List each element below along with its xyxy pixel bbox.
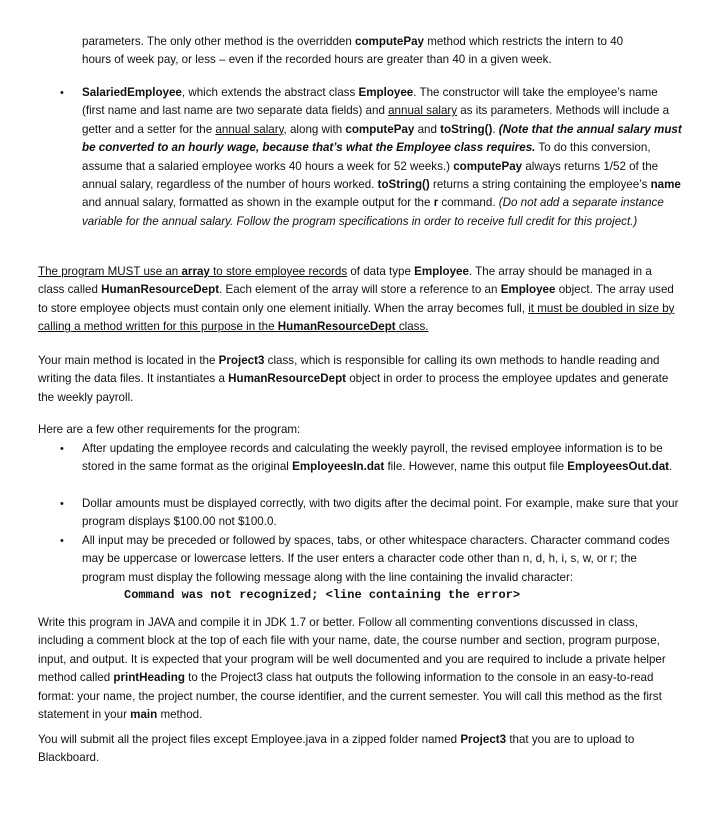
computepay-keyword: computePay [355,35,424,48]
text: class, which is responsible for calling its own methods to handle reading and writing the data files. It instantiates a [38,354,660,386]
text: of data type [347,265,415,278]
intro-text: method which restricts the intern to 40 [423,35,624,48]
method-name: printHeading [113,671,185,685]
underlined-text [38,265,347,278]
text: returns a string containing the employee’s [429,178,651,192]
array-paragraph [38,263,680,337]
text: . Each element of the array will store a reference to an [219,283,501,297]
text: it must be doubled in size by calling a method written for this purpose in the [38,301,675,334]
requirement-text [82,440,682,477]
bullet-icon: • [60,498,64,510]
text: Write this program in JAVA and compile it in JDK 1.7 or better. Follow all commenting conventions discussed in class, including a comment block at the top of each file with your name, date, the course number and section, program purpose, input, and output. It is expected that your program will be well documented and you are required to include a private helper method called [38,616,666,685]
text: , which extends the abstract class [181,86,359,99]
text: . [669,460,673,474]
method-name: toString() [377,178,430,192]
intro-text: hours of week pay, or less – even if the recorded hours are greater than 40 in a given week. [82,53,552,67]
text: to store employee records [209,265,348,278]
salaried-employee-text [82,84,682,231]
text: as its parameters. Methods will include a getter and a setter for the [82,104,670,136]
bullet-icon: • [60,87,64,99]
text: method. [157,708,203,722]
text: You will submit all the project files except Employee.java in a zipped folder named [38,733,461,746]
text: object in order to process the employee updates and generate the weekly payroll. [38,372,669,404]
folder-name: Project3 [460,733,507,746]
intro-text: parameters. The only other method is the overridden [82,35,356,48]
text: The program MUST use an [38,265,182,278]
class-name: SalariedEmployee [82,86,182,99]
class-name: Employee [358,86,414,99]
intro-paragraph [82,33,682,70]
text: file. However, name this output file [384,460,568,474]
text: class. [395,320,429,334]
method-name: toString() [440,122,493,136]
method-name: computePay [345,122,415,136]
class-name: HumanResourceDept [228,372,347,386]
requirement-item-output-file [60,440,682,477]
text: to the Project3 class hat outputs the following information to the console in an easy-to-read format: your name, the project number, the course identifier, and the current semester. You will call this method as the first statement in your [38,671,662,722]
requirement-text: All input may be preceded or followed by spaces, tabs, or other whitespace characters. Character command codes may be uppercase or lowercase letters. If the user enters a character code other than n, d, h, i, s, w, or r; the program must display the following message along with the line containing the invalid character: [82,534,670,584]
underlined-text: annual salary [215,122,284,136]
text: , along with [283,122,346,136]
text: . The constructor will take the employee’s name (first name and last name are two separate data fields) and [82,86,658,118]
class-name: Employee [500,283,556,297]
class-name: Project3 [218,354,265,367]
requirement-item-input-whitespace [60,532,682,587]
class-name: Employee [414,265,469,278]
requirements-intro: Here are a few other requirements for the program: [38,423,301,436]
italic-note: (Do not add a separate instance variable for the annual salary. Follow the program specifications in order to receive full credit for this project.) [82,196,664,228]
requirement-item-dollar-format [60,495,682,532]
submit-paragraph [38,731,680,768]
text: object. The array used to store employee objects must contain only one element initially. When the array becomes full, [38,283,674,315]
text: After updating the employee records and calculating the weekly payroll, the revised employee information is to be stored in the same format as the original [82,442,663,474]
command-code: r [433,196,439,210]
note-text: (Note that the annual salary must be converted to an hourly wage, because that’s what the Employee class requires. [82,122,682,155]
bullet-icon: • [60,443,64,455]
salaried-employee-item [60,84,682,231]
class-name: HumanResourceDept [101,283,220,297]
text: . [492,122,499,136]
bold-text: array [181,265,210,278]
write-program-paragraph [38,614,680,724]
underlined-text: annual salary [388,104,458,118]
class-name: HumanResourceDept [277,320,396,334]
main-method-paragraph [38,352,680,407]
text: To do this conversion, assume that a salaried employee works 40 hours a week for 52 weeks.) [82,141,651,173]
requirement-text: Dollar amounts must be displayed correctly, with two digits after the decimal point. For example, make sure that your program displays $100.00 not $100.0. [82,497,679,529]
error-message-code: Command was not recognized; <line containing the error> [124,588,521,602]
bold-text: name [650,178,681,192]
text: command. [438,196,499,210]
method-name: main [130,708,158,722]
bullet-icon: • [60,535,64,547]
method-name: computePay [453,159,523,173]
text: Your main method is located in the [38,354,219,367]
text: always returns 1/52 of the annual salary, regardless of the number of hours worked. [82,159,659,192]
file-name: EmployeesOut.dat [567,460,670,474]
text: . The array should be managed in a class called [38,265,652,297]
file-name: EmployeesIn.dat [292,460,385,474]
text: that you are to upload to Blackboard. [38,733,635,765]
text: and annual salary, formatted as shown in the example output for the [82,196,434,210]
text: and [414,122,441,136]
